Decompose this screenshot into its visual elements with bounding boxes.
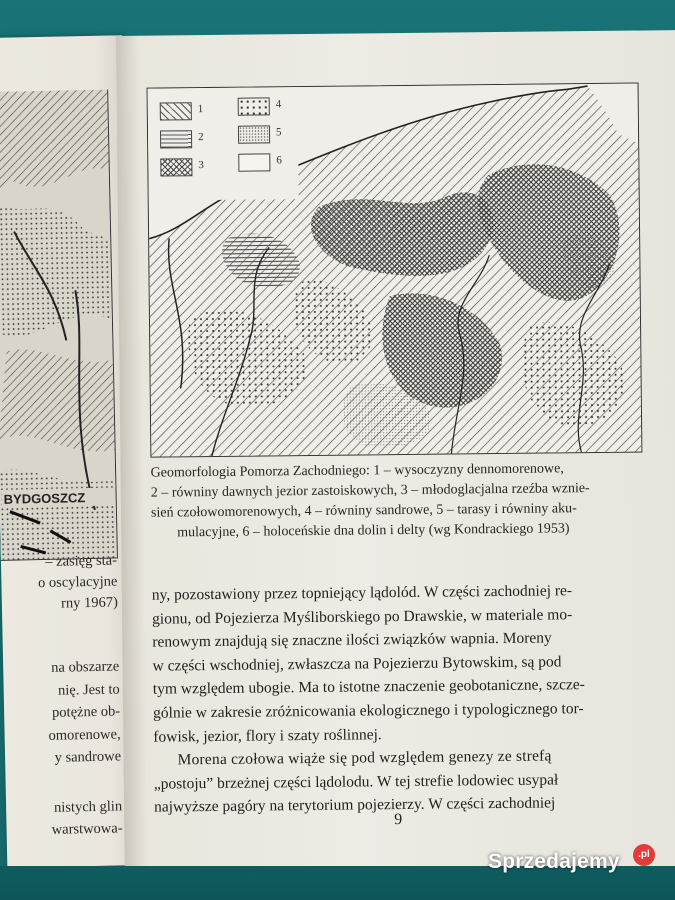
legend-swatch-4 (238, 97, 270, 115)
legend-swatch-2 (160, 130, 192, 148)
left-line: na obszarze (51, 658, 120, 676)
left-line: y sandrowe (54, 748, 122, 766)
body-paragraphs (152, 578, 648, 819)
left-line: nię. Jest to (57, 680, 120, 699)
legend-number: 2 (198, 131, 204, 144)
map-legend (158, 97, 304, 209)
caption-line: Geomorfologia Pomorza Zachodniego: 1 – wysoczyzny dennomorenowe, (150, 461, 564, 481)
legend-number: 5 (275, 126, 282, 139)
legend-number: 6 (276, 154, 282, 167)
figure-caption (150, 459, 643, 544)
body-line: gionu, od Pojezierza Myśliborskiego po Drawskie, w materiale mo- (152, 605, 573, 628)
body-line: gólnie w zakresie zróżnicowania ekologicznego i typologicznego tor- (153, 700, 584, 722)
caption-line: sień czołowomorenowych, 4 – równiny sandrowe, 5 – tarasy i równiny aku- (150, 501, 577, 521)
body-line: ny, pozostawiony przez topniejący lądolód. W części zachodniej re- (151, 582, 573, 604)
left-text-block-c (10, 795, 123, 841)
body-line: renowym znajdują się znaczne ilości związków wapnia. Moreny (152, 629, 552, 651)
caption-line: mulacyjne, 6 – holoceńskie dna dolin i delty (wg Kondrackiego 1953) (177, 521, 570, 541)
legend-number: 4 (275, 98, 282, 111)
watermark-text: Sprzedajemy (488, 850, 620, 873)
left-map-fragment (0, 90, 118, 561)
legend-number: 1 (197, 103, 204, 116)
left-line: nistych glin (53, 798, 123, 816)
right-page (116, 30, 675, 896)
left-line: omorenowe, (48, 725, 121, 744)
map-city-label: BYDGOSZCZ (3, 490, 86, 507)
watermark-badge: .pl (633, 844, 655, 866)
caption-line: 2 – równiny dawnych jezior zastoiskowych, 3 – młodoglacjalna rzeźba wznie- (150, 481, 590, 501)
page-number: 9 (394, 811, 403, 829)
left-line: – zasięg sta- (45, 552, 118, 570)
legend-swatch-3 (160, 158, 192, 176)
left-line: warstwowa- (51, 820, 123, 838)
body-line: fowisk, jezior, flory i szaty roślinnej. (153, 725, 382, 746)
geomorphology-map (147, 83, 643, 458)
left-text-block-a (5, 550, 118, 615)
body-line: w części wschodniej, zwłaszcza na Pojezierzu Bytowskim, są pod (152, 653, 562, 675)
body-line: najwyższe pagóry na terytorium pojezierzy. W części zachodniej (153, 794, 556, 816)
left-text-block-b (7, 655, 121, 770)
left-line: potężne ob- (51, 703, 121, 721)
left-line: rny 1967) (60, 594, 119, 612)
left-map-drawing (0, 90, 117, 560)
body-line: tym względem ubogie. Ma to istotne znaczenie geobotaniczne, szcze- (152, 676, 586, 699)
legend-number: 3 (198, 159, 204, 172)
body-line: „postoju” brzeżnej części lądolodu. W tej strefie lodowiec usypał (153, 771, 559, 793)
body-line: Morena czołowa wiąże się pod względem genezy ze strefą (177, 747, 552, 769)
left-line: o oscylacyjne (37, 573, 118, 592)
legend-swatch-5 (238, 125, 270, 143)
legend-swatch-6 (238, 153, 270, 171)
legend-swatch-1 (160, 102, 192, 120)
